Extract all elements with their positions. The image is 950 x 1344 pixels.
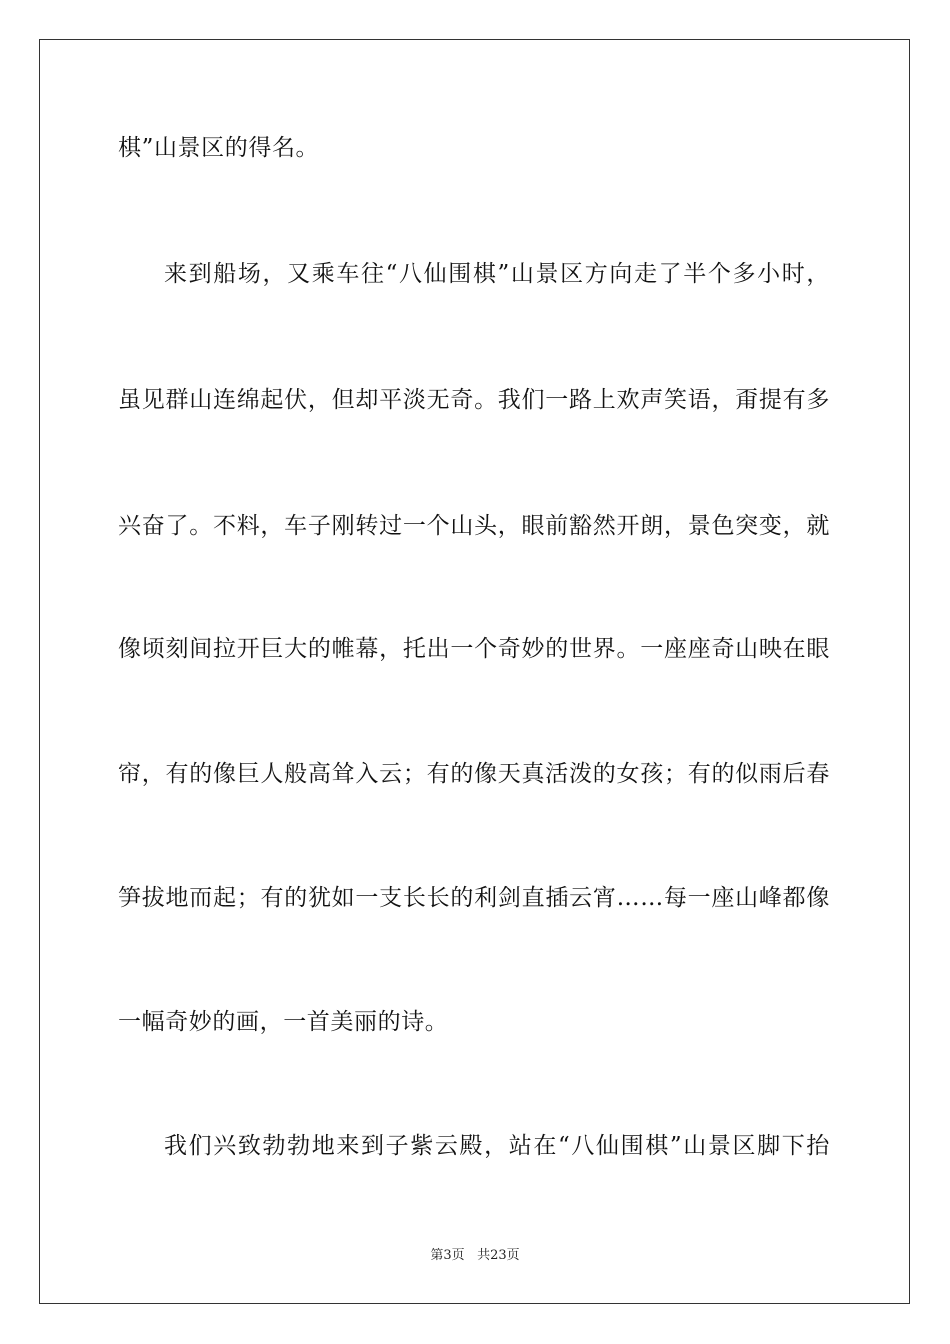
text-line: 一幅奇妙的画，一首美丽的诗。 (118, 1009, 449, 1035)
text-line: 帘，有的像巨人般高耸入云；有的像天真活泼的女孩；有的似雨后春 (118, 761, 830, 787)
page-border (39, 39, 910, 1304)
paragraph-start-line: 我们兴致勃勃地来到子紫云殿，站在“八仙围棋”山景区脚下抬 (164, 1133, 830, 1159)
text-line: 棋”山景区的得名。 (118, 135, 320, 161)
text-line: 像顷刻间拉开巨大的帷幕，托出一个奇妙的世界。一座座奇山映在眼 (118, 636, 830, 662)
page-number: 第3页 (430, 1248, 465, 1263)
paragraph-start-line: 来到船场，又乘车往“八仙围棋”山景区方向走了半个多小时， (164, 261, 830, 287)
page-total: 共23页 (477, 1248, 520, 1263)
text-line: 笋拔地而起；有的犹如一支长长的利剑直插云宵……每一座山峰都像 (118, 885, 830, 911)
text-line: 虽见群山连绵起伏，但却平淡无奇。我们一路上欢声笑语，甭提有多 (118, 387, 830, 413)
text-line: 兴奋了。不料，车子刚转过一个山头，眼前豁然开朗，景色突变，就 (118, 513, 830, 539)
page-footer (0, 1247, 950, 1265)
